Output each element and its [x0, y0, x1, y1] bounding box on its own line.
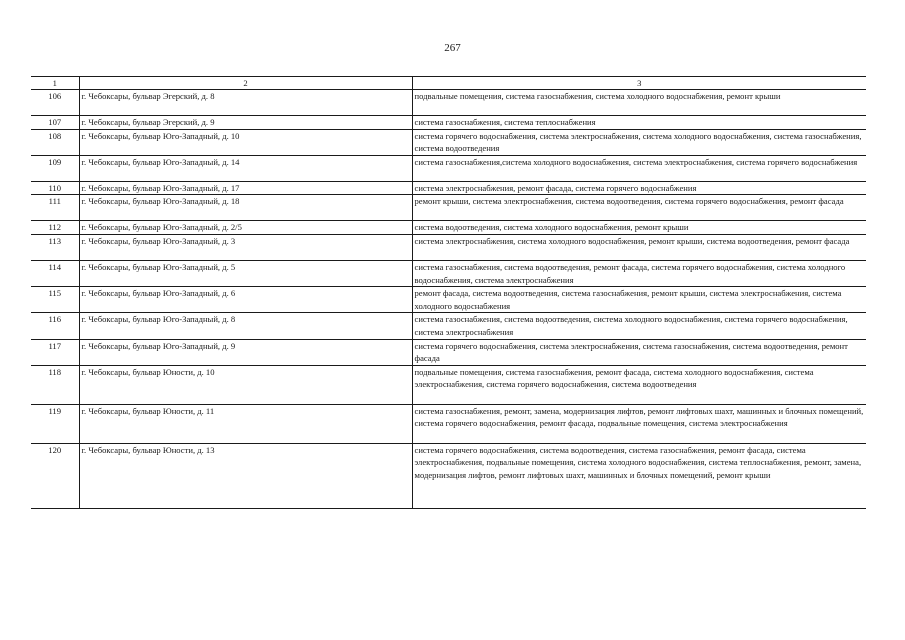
table-row: [31, 404, 866, 443]
row-works: система газоснабжения, система водоотведения, система холодного водоснабжения, система горячего водоснабжения, система электроснабжения: [412, 313, 866, 339]
table-row: [31, 181, 866, 195]
row-address: г. Чебоксары, бульвар Юго-Западный, д. 14: [79, 155, 412, 181]
address-works-table: [31, 76, 866, 509]
row-number: 117: [31, 339, 79, 365]
row-works: ремонт крыши, система электроснабжения, система водоотведения, система горячего водоснабжения, ремонт фасада: [412, 195, 866, 221]
header-col-3: 3: [412, 77, 866, 90]
row-works: подвальные помещения, система газоснабжения, система холодного водоснабжения, ремонт крыши: [412, 90, 866, 116]
row-works: система горячего водоснабжения, система электроснабжения, система холодного водоснабжения, система газоснабжения, система водоотведения: [412, 129, 866, 155]
row-address: г. Чебоксары, бульвар Юго-Западный, д. 9: [79, 339, 412, 365]
row-number: 106: [31, 90, 79, 116]
row-address: г. Чебоксары, бульвар Юго-Западный, д. 5: [79, 260, 412, 286]
header-row: [31, 77, 866, 90]
row-address: г. Чебоксары, бульвар Юго-Западный, д. 18: [79, 195, 412, 221]
table-row: [31, 365, 866, 404]
row-address: г. Чебоксары, бульвар Юго-Западный, д. 10: [79, 129, 412, 155]
table-row: [31, 116, 866, 130]
table-row: [31, 90, 866, 116]
table-row: [31, 129, 866, 155]
row-number: 111: [31, 195, 79, 221]
row-number: 118: [31, 365, 79, 404]
row-address: г. Чебоксары, бульвар Эгерский, д. 9: [79, 116, 412, 130]
row-works: система газоснабжения, система теплоснабжения: [412, 116, 866, 130]
row-address: г. Чебоксары, бульвар Юго-Западный, д. 3: [79, 234, 412, 260]
table-row: [31, 234, 866, 260]
row-number: 109: [31, 155, 79, 181]
row-address: г. Чебоксары, бульвар Эгерский, д. 8: [79, 90, 412, 116]
row-works: система газоснабжения, ремонт, замена, модернизация лифтов, ремонт лифтовых шахт, машинных и блочных помещений, система горячего водоснабжения, ремонт фасада, подвальные помещения, система электроснабжения: [412, 404, 866, 443]
row-address: г. Чебоксары, бульвар Юго-Западный, д. 8: [79, 313, 412, 339]
table-row: [31, 313, 866, 339]
row-works: система газоснабжения, система водоотведения, ремонт фасада, система горячего водоснабжения, система холодного водоснабжения, система электроснабжения: [412, 260, 866, 286]
row-works: ремонт фасада, система водоотведения, система газоснабжения, ремонт крыши, система электроснабжения, система холодного водоснабжения: [412, 287, 866, 313]
row-number: 114: [31, 260, 79, 286]
table-row: [31, 195, 866, 221]
header-col-2: 2: [79, 77, 412, 90]
row-works: подвальные помещения, система газоснабжения, ремонт фасада, система холодного водоснабжения, система электроснабжения, система горячего водоснабжения, система водоотведения: [412, 365, 866, 404]
row-works: система водоотведения, система холодного водоснабжения, ремонт крыши: [412, 221, 866, 235]
table-row: [31, 287, 866, 313]
row-number: 110: [31, 181, 79, 195]
row-address: г. Чебоксары, бульвар Юго-Западный, д. 2/5: [79, 221, 412, 235]
row-number: 120: [31, 443, 79, 508]
row-works: система горячего водоснабжения, система водоотведения, система газоснабжения, ремонт фасада, система электроснабжения, подвальные помещения, система холодного водоснабжения, система теплоснабжения, ремонт, замена, модернизация лифтов, ремонт лифтовых шахт, машинных и блочных помещений, ремонт крыши: [412, 443, 866, 508]
row-works: система газоснабжения,система холодного водоснабжения, система электроснабжения, система горячего водоснабжения: [412, 155, 866, 181]
row-address: г. Чебоксары, бульвар Юности, д. 10: [79, 365, 412, 404]
row-works: система электроснабжения, ремонт фасада, система горячего водоснабжения: [412, 181, 866, 195]
row-works: система горячего водоснабжения, система электроснабжения, система газоснабжения, система водоотведения, ремонт фасада: [412, 339, 866, 365]
table-body: [31, 90, 866, 509]
table-row: [31, 221, 866, 235]
table-row: [31, 155, 866, 181]
row-number: 108: [31, 129, 79, 155]
row-number: 112: [31, 221, 79, 235]
table-row: [31, 339, 866, 365]
table-row: [31, 260, 866, 286]
row-works: система электроснабжения, система холодного водоснабжения, ремонт крыши, система водоотведения, ремонт фасада: [412, 234, 866, 260]
table-header: [31, 77, 866, 90]
row-address: г. Чебоксары, бульвар Юго-Западный, д. 17: [79, 181, 412, 195]
row-number: 115: [31, 287, 79, 313]
row-address: г. Чебоксары, бульвар Юности, д. 13: [79, 443, 412, 508]
header-col-1: 1: [31, 77, 79, 90]
row-number: 116: [31, 313, 79, 339]
page-number: 267: [444, 42, 461, 54]
row-address: г. Чебоксары, бульвар Юго-Западный, д. 6: [79, 287, 412, 313]
row-number: 113: [31, 234, 79, 260]
row-address: г. Чебоксары, бульвар Юности, д. 11: [79, 404, 412, 443]
row-number: 107: [31, 116, 79, 130]
row-number: 119: [31, 404, 79, 443]
table-row: [31, 443, 866, 508]
